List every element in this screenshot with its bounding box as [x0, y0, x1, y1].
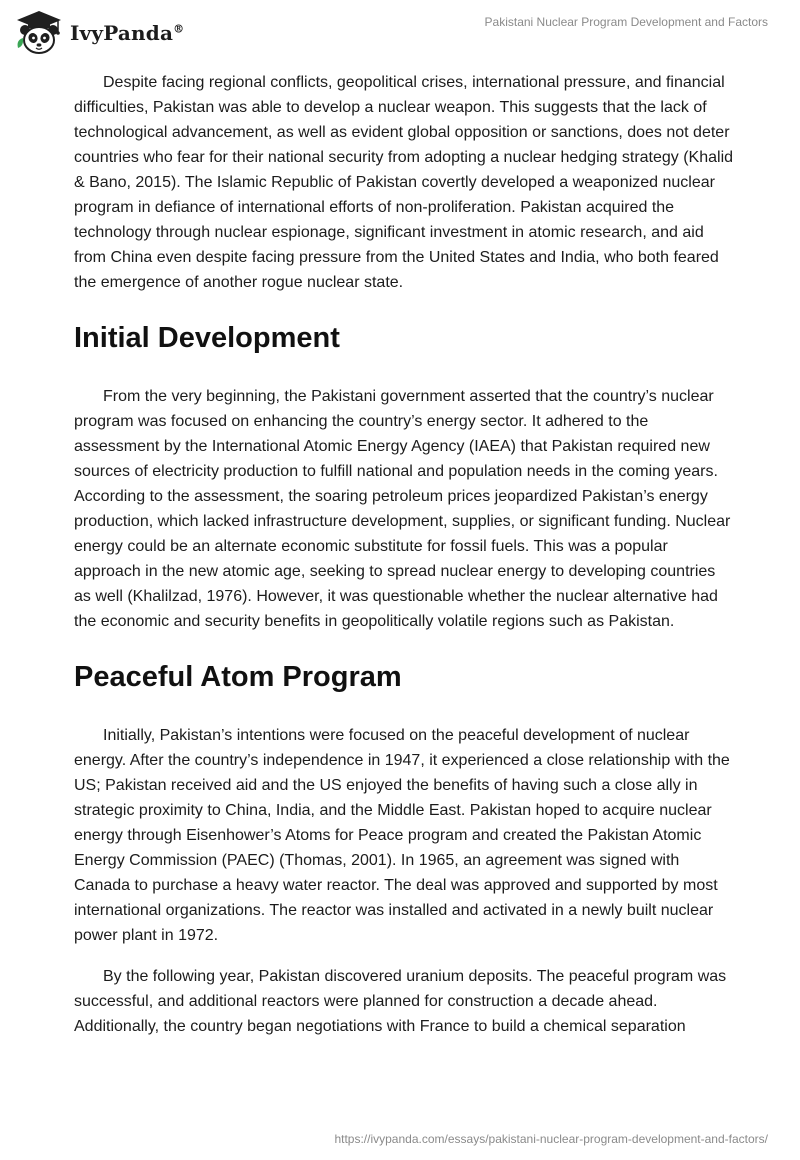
essay-body	[74, 70, 734, 1055]
document-title-header: Pakistani Nuclear Program Development and Factors	[484, 15, 768, 29]
paragraph: Initially, Pakistan’s intentions were focused on the peaceful development of nuclear energy. After the country’s independence in 1947, it experienced a close relationship with the US; Pakistan received aid and the US enjoyed the benefits of having such a close ally in strategic proximity to China, India, and the Middle East. Pakistan hoped to acquire nuclear energy through Eisenhower’s Atoms for Peace program and created the Pakistan Atomic Energy Commission (PAEC) (Thomas, 2001). In 1965, an agreement was signed with Canada to purchase a heavy water reactor. The deal was approved and supported by most international organizations. The reactor was installed and activated in a newly built nuclear power plant in 1972.	[74, 727, 730, 944]
section-heading-peaceful-atom-program: Peaceful Atom Program	[74, 661, 402, 693]
panda-graduate-icon	[14, 8, 64, 58]
paragraph: By the following year, Pakistan discovered uranium deposits. The peaceful program was successful, and additional reactors were planned for construction a decade ahead. Additionally, the country began negotiations with France to build a chemical separation	[74, 968, 727, 1035]
paragraph: From the very beginning, the Pakistani government asserted that the country’s nuclear program was focused on enhancing the country’s energy sector. It adhered to the assessment by the International Atomic Energy Agency (IAEA) that Pakistan required new sources of electricity production to fulfill national and population needs in the coming years. According to the assessment, the soaring petroleum prices jeopardized Pakistan’s energy production, which lacked infrastructure development, supplies, or significant funding. Nuclear energy could be an alternate economic substitute for fossil fuels. This was a popular approach in the new atomic age, seeking to spread nuclear energy to developing countries as well (Khalilzad, 1976). However, it was questionable whether the nuclear alternative had the economic and security benefits in geopolitically volatile regions such as Pakistan.	[74, 388, 731, 630]
brand-logo[interactable]	[14, 8, 184, 58]
brand-name: IvyPanda®	[70, 21, 185, 45]
section-heading-initial-development: Initial Development	[74, 322, 340, 354]
paragraph: Despite facing regional conflicts, geopolitical crises, international pressure, and financial difficulties, Pakistan was able to develop a nuclear weapon. This suggests that the lack of technological advancement, as well as evident global opposition or sanctions, does not deter countries who fear for their national security from adopting a nuclear hedging strategy (Khalid & Bano, 2015). The Islamic Republic of Pakistan covertly developed a weaponized nuclear program in defiance of international efforts of non-proliferation. Pakistan acquired the technology through nuclear espionage, significant investment in atomic research, and aid from China even despite facing pressure from the United States and India, who both feared the emergence of another rogue nuclear state.	[74, 74, 734, 291]
source-url-footer[interactable]: https://ivypanda.com/essays/pakistani-nuclear-program-development-and-factors/	[334, 1132, 768, 1146]
